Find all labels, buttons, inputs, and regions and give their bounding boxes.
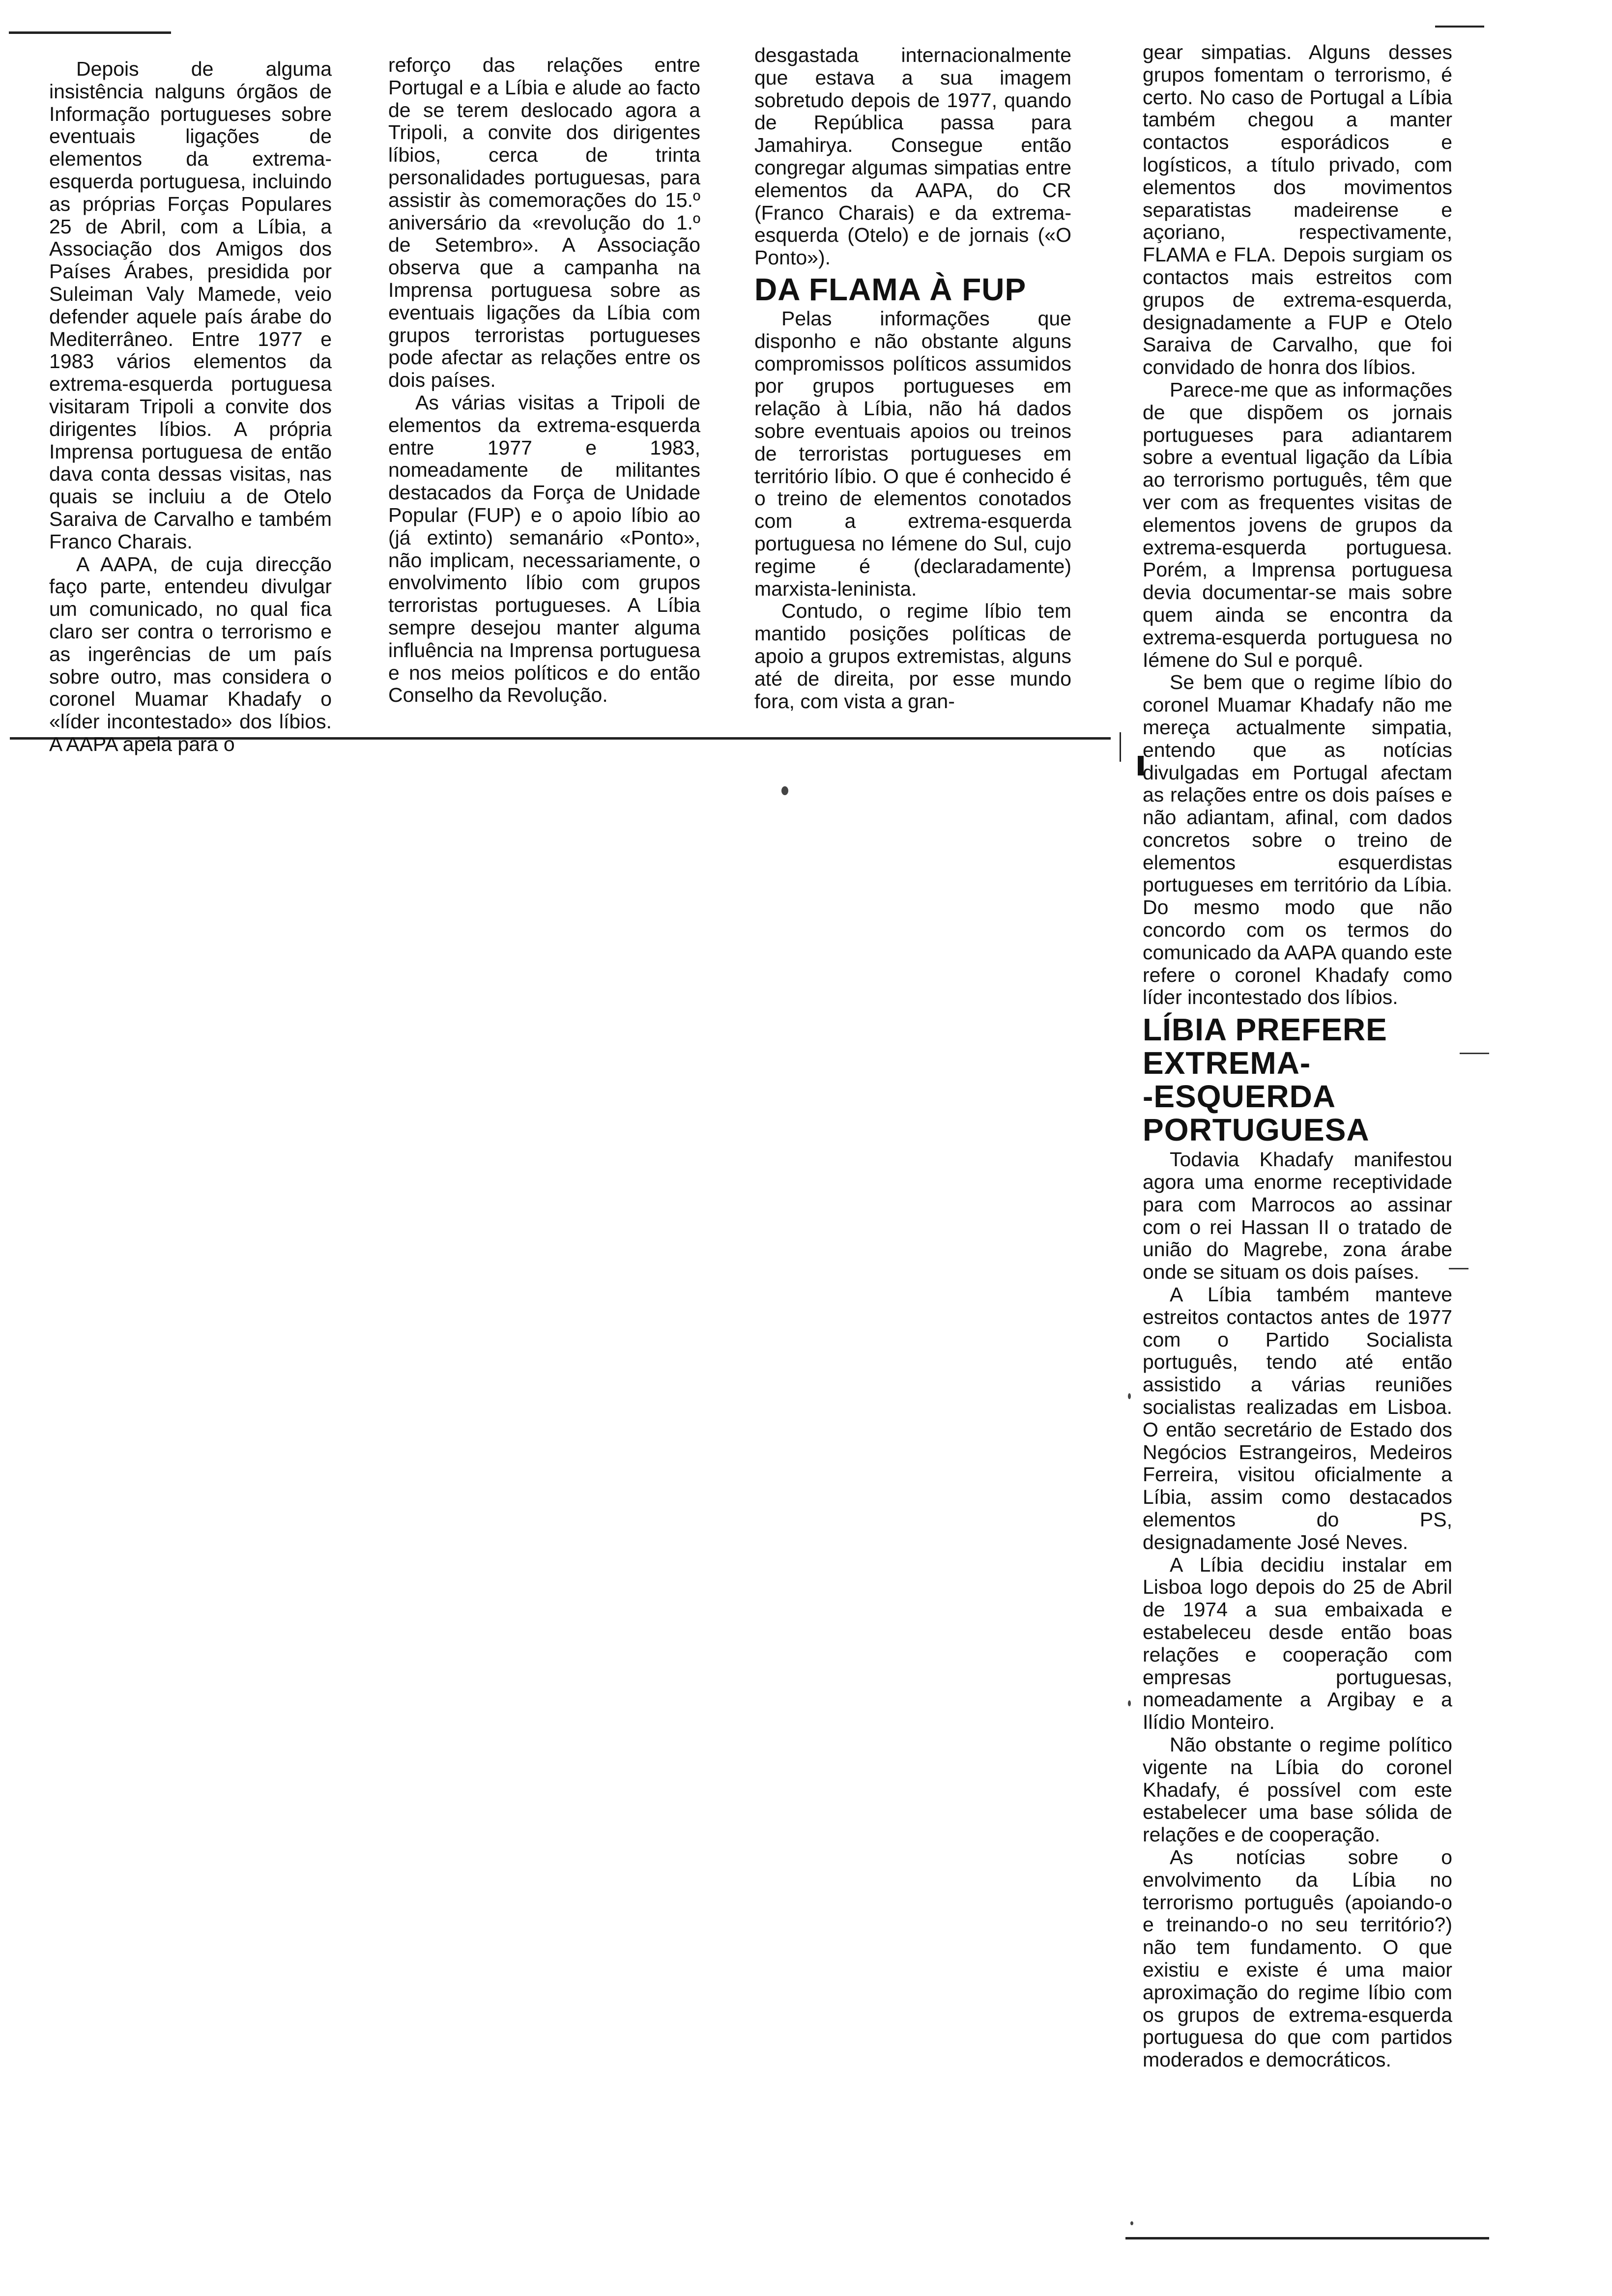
top-rule-right <box>1435 26 1484 28</box>
heading-line: PORTUGUESA <box>1143 1112 1370 1148</box>
bottom-rule-right <box>1125 2237 1489 2239</box>
paragraph: gear simpatias. Alguns desses grupos fomentam o terrorismo, é certo. No caso de Portugal a Líbia também chegou a manter contactos esporádicos e logísticos, a título privado, com elementos dos movimentos separatistas madeirense e açoriano, respectivamente, FLAMA e FLA. Depois surgiam os contactos mais estreitos com grupos de extrema-esquerda, designadamente a FUP e Otelo Saraiva de Carvalho, que foi convidado de honra dos líbios. <box>1143 41 1452 379</box>
paragraph: A AAPA, de cuja direcção faço parte, entendeu divulgar um comunicado, no qual fica claro ser contra o terrorismo e as ingerências de um país sobre outro, mas considera o coronel Muamar Khadafy o «líder incontestado» dos líbios. A AAPA apela para o <box>49 552 332 755</box>
paragraph: A Líbia decidiu instalar em Lisboa logo depois do 25 de Abril de 1974 a sua embaixada e estabeleceu desde então boas relações e cooperação com empresas portuguesas, nomeadamente a Argibay e a Ilídio Monteiro. <box>1143 1553 1452 1734</box>
heading-line: LÍBIA PREFERE <box>1143 1012 1387 1048</box>
paragraph: As várias visitas a Tripoli de elementos da extrema-esquerda entre 1977 e 1983, nomeadamente de militantes destacados da Força de Unidade Popular (FUP) e o apoio líbio ao (já extinto) semanário «Ponto», não implicam, necessariamente, o envolvimento líbio com grupos terroristas portugueses. A Líbia sempre desejou manter alguma influência na Imprensa portuguesa e nos meios políticos e do então Conselho da Revolução. <box>388 391 700 707</box>
column-1 <box>49 58 332 756</box>
paragraph: Não obstante o regime político vigente na Líbia do coronel Khadafy, é possível com este estabelecer uma base sólida de relações e de cooperação. <box>1143 1733 1452 1846</box>
column-2 <box>388 54 700 707</box>
paragraph: Parece-me que as informações de que dispõem os jornais portugueses para adiantarem sobre a eventual ligação da Líbia ao terrorismo português, têm que ver com as frequentes visitas de elementos jovens de grupos da extrema-esquerda portuguesa. Porém, a Imprensa portuguesa devia documentar-se mais sobre quem ainda se encontra da extrema-esquerda portuguesa no Iémene do Sul e porquê. <box>1143 378 1452 671</box>
paragraph: Todavia Khadafy manifestou agora uma enorme receptividade para com Marrocos ao assinar com o rei Hassan II o tratado de união do Magrebe, zona árabe onde se situam os dois países. <box>1143 1148 1452 1284</box>
column-divider <box>1120 732 1121 762</box>
scan-speck <box>781 786 788 795</box>
paragraph: Pelas informações que disponho e não obstante alguns compromissos políticos assumidos por grupos portugueses em relação à Líbia, não há dados sobre eventuais apoios ou treinos de terroristas portugueses em território líbio. O que é conhecido é o treino de elementos conotados com a extrema-esquerda portuguesa no Iémene do Sul, cujo regime é (declaradamente) marxista-leninista. <box>754 307 1071 600</box>
paragraph: Depois de alguma insistência nalguns órgãos de Informação portugueses sobre eventuais ligações de elementos da extrema-esquerda portuguesa, incluindo as próprias Forças Populares 25 de Abril, com a Líbia, a Associação dos Amigos dos Países Árabes, presidida por Suleiman Valy Mamede, veio defender aquele país árabe do Mediterrâneo. Entre 1977 e 1983 vários elementos da extrema-esquerda portuguesa visitaram Tripoli a convite dos dirigentes líbios. A própria Imprensa portuguesa de então dava conta dessas visitas, nas quais se incluiu a de Otelo Saraiva de Carvalho e também Franco Charais. <box>49 57 332 553</box>
paragraph: desgastada internacionalmente que estava a sua imagem sobretudo depois de 1977, quando de República passa para Jamahirya. Consegue então congregar algumas simpatias entre elementos da AAPA, do CR (Franco Charais) e da extrema-esquerda (Otelo) e de jornais («O Ponto»). <box>754 44 1071 269</box>
scan-speck <box>1128 1393 1131 1399</box>
paragraph: reforço das relações entre Portugal e a Líbia e alude ao facto de se terem deslocado agora a Tripoli, a convite dos dirigentes líbios, cerca de trinta personalidades portuguesas, para assistir às comemorações do 15.º aniversário da «revolução do 1.º de Setembro». A Associação observa que a campanha na Imprensa portuguesa sobre as eventuais ligações da Líbia com grupos terroristas portugueses pode afectar as relações entre os dois países. <box>388 54 700 392</box>
section-heading <box>1143 1013 1452 1147</box>
top-rule-left <box>9 31 171 34</box>
edge-tick <box>1460 1053 1489 1054</box>
paragraph: A Líbia também manteve estreitos contactos antes de 1977 com o Partido Socialista português, tendo até então assistido a várias reuniões socialistas realizadas em Lisboa. O então secretário de Estado dos Negócios Estrangeiros, Medeiros Ferreira, visitou oficialmente a Líbia, assim como destacados elementos do PS, designadamente José Neves. <box>1143 1283 1452 1553</box>
paragraph: Contudo, o regime líbio tem mantido posições políticas de apoio a grupos extremistas, alguns até de direita, por esse mundo fora, com vista a gran- <box>754 600 1071 713</box>
column-3 <box>754 44 1071 713</box>
column-4 <box>1143 41 1452 2071</box>
paragraph: Se bem que o regime líbio do coronel Muamar Khadafy não me mereça actualmente simpatia, entendo que as notícias divulgadas em Portugal afectam as relações entre os dois países e não adiantam, afinal, com dados concretos sobre o treino de elementos esquerdistas portugueses em território da Líbia. Do mesmo modo que não concordo com os termos do comunicado da AAPA quando este refere o coronel Khadafy como líder incontestado dos líbios. <box>1143 671 1452 1009</box>
scan-speck <box>1128 1700 1131 1706</box>
paragraph: As notícias sobre o envolvimento da Líbia no terrorismo português (apoiando-o e treinando-o no seu território?) não tem fundamento. O que existiu e existe é uma maior aproximação do regime líbio com os grupos de extrema-esquerda portuguesa do que com partidos moderados e democráticos. <box>1143 1845 1452 2071</box>
heading-line: -ESQUERDA <box>1143 1079 1336 1115</box>
scan-speck <box>1130 2221 1133 2225</box>
section-heading: DA FLAMA À FUP <box>754 271 1027 307</box>
heading-line: EXTREMA- <box>1143 1045 1311 1081</box>
